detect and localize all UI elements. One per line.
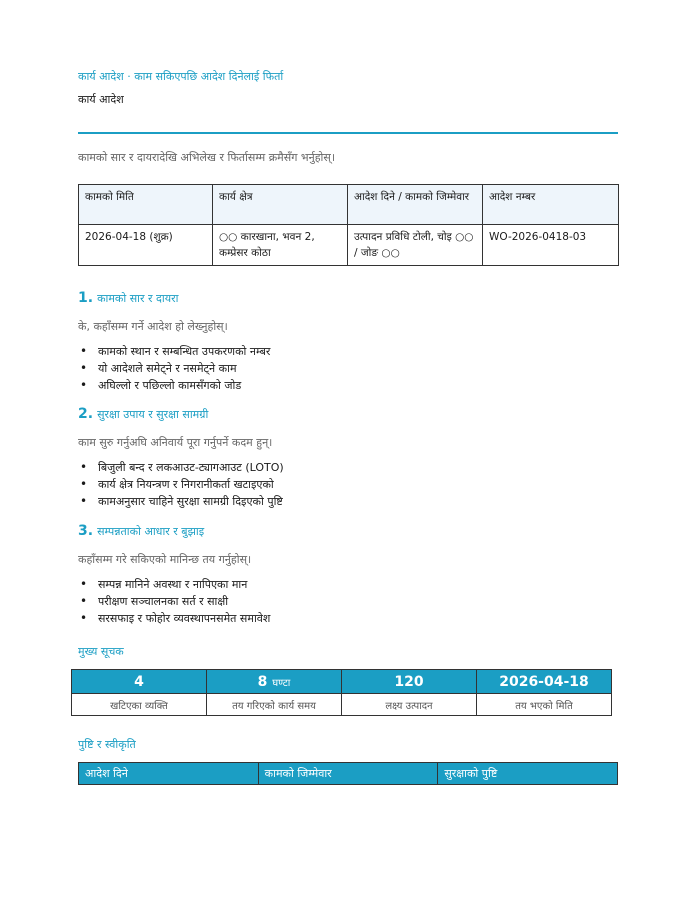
kpi-label-hours: तय गरिएको कार्य समय (207, 694, 342, 716)
kpi-value-hours (207, 670, 342, 694)
section-2-number: 2. (78, 406, 94, 422)
list-item: • सरसफाइ र फोहोर व्यवस्थापनसमेत समावेश (78, 610, 270, 627)
confirmation-table (78, 762, 618, 785)
list-item: • अघिल्लो र पछिल्लो कामसँगको जोड (78, 377, 270, 394)
kpi-label-target: लक्ष्य उत्पादन (342, 694, 477, 716)
confirmation-header-safety: सुरक्षाको पुष्टि (438, 763, 618, 785)
confirmation-heading: पुष्टि र स्वीकृति (78, 738, 136, 751)
list-item: • बिजुली बन्द र लकआउट-ट्यागआउट (LOTO) (78, 459, 284, 476)
kpi-value-date (477, 670, 612, 694)
section-1-title: कामको सार र दायरा (97, 292, 179, 305)
section-3-description: कहाँसम्म गरे सकिएको मानिन्छ तय गर्नुहोस्। (78, 553, 252, 566)
list-item: • यो आदेशले समेट्ने र नसमेट्ने काम (78, 360, 270, 377)
section-2-heading (78, 406, 208, 422)
meta-value-row (79, 225, 619, 266)
kpi-value: 8 (257, 673, 268, 690)
kpi-value: 4 (134, 673, 144, 690)
section-1-heading (78, 290, 178, 306)
confirmation-header-issuer: आदेश दिने (79, 763, 259, 785)
section-3-title: सम्पन्नताको आधार र बुझाइ (97, 525, 205, 538)
meta-value-date: 2026-04-18 (शुक्र) (79, 225, 213, 266)
list-item: • कामको स्थान र सम्बन्धित उपकरणको नम्बर (78, 343, 270, 360)
section-2-title: सुरक्षा उपाय र सुरक्षा सामग्री (97, 408, 209, 421)
meta-value-responsible: उत्पादन प्रविधि टोली, चोइ ○○ / जोङ ○○ (348, 225, 483, 266)
section-3-number: 3. (78, 523, 94, 539)
intro-text: कामको सार र दायरादेखि अभिलेख र फिर्तासम्म क्रमैसँग भर्नुहोस्। (78, 151, 336, 164)
meta-header-area: कार्य क्षेत्र (213, 185, 348, 225)
section-2-list (78, 459, 284, 510)
kpi-unit: घण्टा (272, 677, 291, 689)
list-item: • परीक्षण सञ्चालनका सर्त र साक्षी (78, 593, 270, 610)
document-title: कार्य आदेश (78, 93, 124, 106)
kpi-label-row (72, 694, 612, 716)
section-1-list (78, 343, 270, 394)
meta-header-responsible: आदेश दिने / कामको जिम्मेवार (348, 185, 483, 225)
kpi-heading: मुख्य सूचक (78, 645, 124, 658)
section-1-description: के, कहाँसम्म गर्ने आदेश हो लेख्नुहोस्। (78, 320, 228, 333)
document-breadcrumb: कार्य आदेश · काम सकिएपछि आदेश दिनेलाई फिर्ता (78, 70, 284, 83)
meta-header-order-number: आदेश नम्बर (483, 185, 619, 225)
kpi-value: 120 (394, 673, 424, 690)
confirmation-header-row (79, 763, 618, 785)
kpi-label-date: तय भएको मिति (477, 694, 612, 716)
kpi-value: 2026-04-18 (499, 673, 589, 690)
meta-value-area: ○○ कारखाना, भवन 2, कम्प्रेसर कोठा (213, 225, 348, 266)
meta-value-order-number: WO-2026-0418-03 (483, 225, 619, 266)
work-order-meta-table (78, 184, 619, 266)
kpi-value-row (72, 670, 612, 694)
section-2-description: काम सुरु गर्नुअघि अनिवार्य पूरा गर्नुपर्ने कदम हुन्। (78, 436, 273, 449)
section-1-number: 1. (78, 290, 94, 306)
meta-header-date: कामको मिति (79, 185, 213, 225)
list-item: • कामअनुसार चाहिने सुरक्षा सामग्री दिइएको पुष्टि (78, 493, 284, 510)
meta-header-row (79, 185, 619, 225)
section-3-list (78, 576, 270, 627)
kpi-value-target (342, 670, 477, 694)
section-3-heading (78, 523, 204, 539)
header-divider (78, 132, 618, 134)
list-item: • सम्पन्न मानिने अवस्था र नापिएका मान (78, 576, 270, 593)
kpi-table (71, 669, 612, 716)
kpi-value-people (72, 670, 207, 694)
confirmation-header-responsible: कामको जिम्मेवार (258, 763, 438, 785)
list-item: • कार्य क्षेत्र नियन्त्रण र निगरानीकर्ता खटाइएको (78, 476, 284, 493)
kpi-label-people: खटिएका व्यक्ति (72, 694, 207, 716)
